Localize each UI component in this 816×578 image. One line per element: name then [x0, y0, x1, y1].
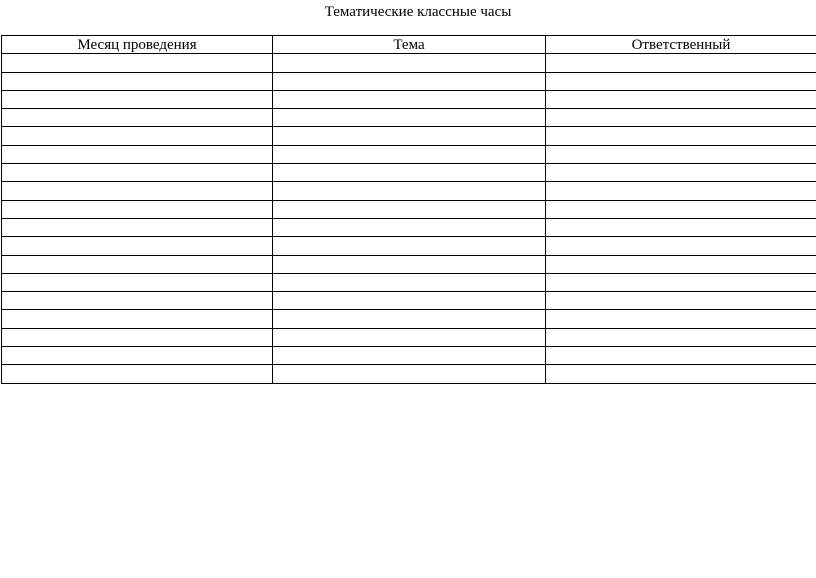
cell-month [2, 164, 273, 182]
header-month: Месяц проведения [2, 36, 273, 54]
table-row [2, 90, 816, 108]
table-row [2, 237, 816, 255]
cell-topic [273, 200, 546, 218]
cell-responsible [546, 72, 816, 90]
cell-topic [273, 273, 546, 291]
cell-responsible [546, 328, 816, 346]
cell-topic [273, 182, 546, 200]
cell-topic [273, 109, 546, 127]
cell-responsible [546, 90, 816, 108]
cell-topic [273, 90, 546, 108]
cell-topic [273, 164, 546, 182]
cell-responsible [546, 54, 816, 72]
table-row [2, 200, 816, 218]
cell-topic [273, 328, 546, 346]
cell-topic [273, 347, 546, 365]
cell-responsible [546, 365, 816, 383]
cell-responsible [546, 200, 816, 218]
cell-month [2, 347, 273, 365]
table-header-row [2, 36, 816, 54]
cell-responsible [546, 255, 816, 273]
cell-month [2, 109, 273, 127]
cell-responsible [546, 310, 816, 328]
cell-month [2, 292, 273, 310]
cell-responsible [546, 182, 816, 200]
table-row [2, 255, 816, 273]
cell-month [2, 255, 273, 273]
table-row [2, 218, 816, 236]
table-row [2, 54, 816, 72]
table-row [2, 292, 816, 310]
header-topic: Тема [273, 36, 546, 54]
schedule-table [1, 35, 816, 384]
cell-topic [273, 255, 546, 273]
table-body [2, 54, 816, 383]
table-row [2, 127, 816, 145]
cell-month [2, 90, 273, 108]
cell-month [2, 237, 273, 255]
cell-topic [273, 145, 546, 163]
cell-month [2, 328, 273, 346]
page-title: Тематические классные часы [324, 4, 512, 20]
cell-month [2, 200, 273, 218]
cell-topic [273, 218, 546, 236]
cell-topic [273, 365, 546, 383]
cell-topic [273, 127, 546, 145]
table-row [2, 347, 816, 365]
cell-responsible [546, 109, 816, 127]
cell-month [2, 145, 273, 163]
cell-responsible [546, 347, 816, 365]
table-row [2, 182, 816, 200]
table-row [2, 145, 816, 163]
cell-topic [273, 237, 546, 255]
cell-month [2, 182, 273, 200]
cell-month [2, 72, 273, 90]
cell-month [2, 273, 273, 291]
cell-responsible [546, 145, 816, 163]
cell-month [2, 310, 273, 328]
cell-responsible [546, 237, 816, 255]
cell-topic [273, 310, 546, 328]
cell-responsible [546, 127, 816, 145]
table-row [2, 273, 816, 291]
table-row [2, 109, 816, 127]
cell-responsible [546, 164, 816, 182]
cell-month [2, 218, 273, 236]
cell-responsible [546, 273, 816, 291]
table-row [2, 164, 816, 182]
cell-month [2, 127, 273, 145]
cell-topic [273, 54, 546, 72]
cell-responsible [546, 218, 816, 236]
cell-topic [273, 72, 546, 90]
cell-month [2, 365, 273, 383]
cell-responsible [546, 292, 816, 310]
cell-month [2, 54, 273, 72]
cell-topic [273, 292, 546, 310]
table-row [2, 310, 816, 328]
table-row [2, 328, 816, 346]
table-row [2, 365, 816, 383]
table-row [2, 72, 816, 90]
header-responsible: Ответственный [546, 36, 816, 54]
